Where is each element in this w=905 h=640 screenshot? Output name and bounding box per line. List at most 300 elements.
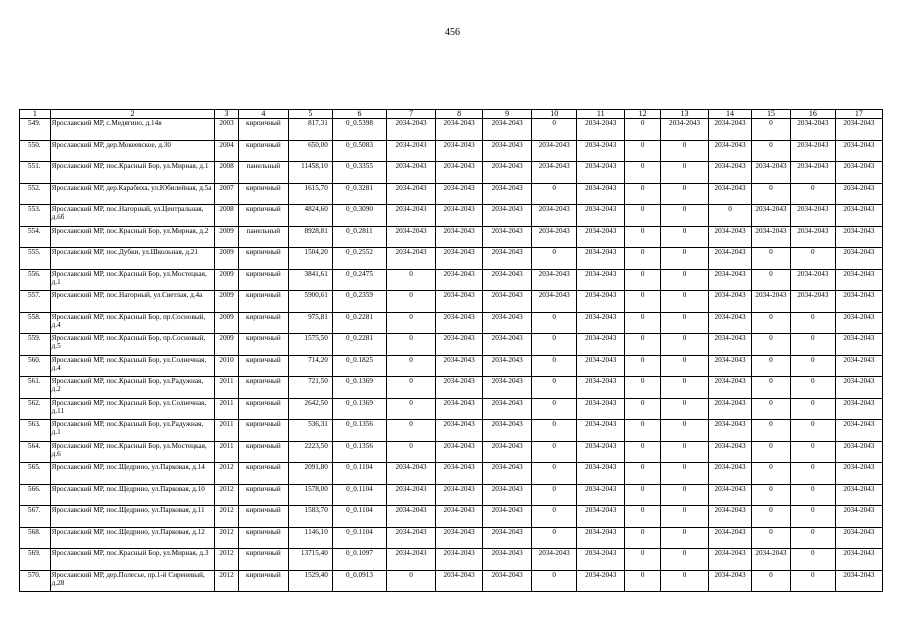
period-col-9-cell: 2034-2043: [483, 226, 532, 248]
total-area-cell: 1578,00: [288, 484, 332, 506]
period-col-14-cell: 2034-2043: [709, 441, 752, 463]
period-col-15-cell: 0: [752, 441, 791, 463]
period-col-13-cell: 0: [661, 205, 709, 227]
period-col-10-cell: 0: [532, 183, 577, 205]
period-col-11-cell: 2034-2043: [577, 355, 625, 377]
period-col-17-cell: 2034-2043: [835, 377, 882, 399]
period-col-11-cell: 2034-2043: [577, 549, 625, 571]
row-number-cell: 555.: [20, 248, 51, 270]
period-col-15-cell: 0: [752, 377, 791, 399]
period-col-10-cell: 0: [532, 420, 577, 442]
period-col-14-cell: 2034-2043: [709, 527, 752, 549]
wall-material-cell: кирпичный: [238, 140, 288, 162]
row-number-cell: 564.: [20, 441, 51, 463]
table-row: [20, 183, 883, 205]
period-col-16-cell: 2034-2043: [790, 226, 835, 248]
period-col-14-cell: 2034-2043: [709, 119, 752, 141]
wear-coefficient-cell: 0_0.5398: [332, 119, 386, 141]
total-area-cell: 714,20: [288, 355, 332, 377]
period-col-13-cell: 0: [661, 355, 709, 377]
period-col-12-cell: 0: [625, 420, 661, 442]
period-col-12-cell: 0: [625, 441, 661, 463]
column-header-17: 17: [835, 110, 882, 119]
table-row: [20, 355, 883, 377]
wear-coefficient-cell: 0_0.2359: [332, 291, 386, 313]
wear-coefficient-cell: 0_0.1104: [332, 463, 386, 485]
total-area-cell: 5900,61: [288, 291, 332, 313]
period-col-9-cell: 2034-2043: [483, 570, 532, 592]
period-col-12-cell: 0: [625, 355, 661, 377]
period-col-7-cell: 0: [387, 398, 436, 420]
period-col-16-cell: 0: [790, 549, 835, 571]
period-col-9-cell: 2034-2043: [483, 527, 532, 549]
period-col-7-cell: 2034-2043: [387, 205, 436, 227]
period-col-11-cell: 2034-2043: [577, 162, 625, 184]
wear-coefficient-cell: 0_0.2552: [332, 248, 386, 270]
period-col-14-cell: 2034-2043: [709, 484, 752, 506]
column-header-12: 12: [625, 110, 661, 119]
period-col-15-cell: 0: [752, 334, 791, 356]
row-number-cell: 558.: [20, 312, 51, 334]
housing-repair-schedule-table: [19, 109, 883, 592]
column-header-2: 2: [50, 110, 215, 119]
column-header-1: 1: [20, 110, 51, 119]
period-col-8-cell: 2034-2043: [436, 119, 483, 141]
table-row: [20, 291, 883, 313]
period-col-8-cell: 2034-2043: [436, 549, 483, 571]
period-col-13-cell: 0: [661, 162, 709, 184]
wall-material-cell: кирпичный: [238, 484, 288, 506]
period-col-17-cell: 2034-2043: [835, 140, 882, 162]
wall-material-cell: кирпичный: [238, 463, 288, 485]
period-col-10-cell: 2034-2043: [532, 162, 577, 184]
period-col-8-cell: 2034-2043: [436, 162, 483, 184]
total-area-cell: 11458,10: [288, 162, 332, 184]
build-year-cell: 2012: [215, 506, 239, 528]
period-col-11-cell: 2034-2043: [577, 205, 625, 227]
row-number-cell: 554.: [20, 226, 51, 248]
period-col-11-cell: 2034-2043: [577, 312, 625, 334]
address-cell: Ярославский МР, дер.Карабиха, ул.Юбилейная, д.5а: [50, 183, 215, 205]
table-row: [20, 119, 883, 141]
period-col-11-cell: 2034-2043: [577, 334, 625, 356]
column-header-3: 3: [215, 110, 239, 119]
period-col-8-cell: 2034-2043: [436, 441, 483, 463]
period-col-10-cell: 2034-2043: [532, 291, 577, 313]
period-col-14-cell: 2034-2043: [709, 420, 752, 442]
period-col-14-cell: 2034-2043: [709, 162, 752, 184]
total-area-cell: 817,31: [288, 119, 332, 141]
table-row: [20, 140, 883, 162]
period-col-17-cell: 2034-2043: [835, 334, 882, 356]
period-col-12-cell: 0: [625, 570, 661, 592]
wall-material-cell: кирпичный: [238, 377, 288, 399]
period-col-14-cell: 2034-2043: [709, 140, 752, 162]
period-col-8-cell: 2034-2043: [436, 205, 483, 227]
period-col-10-cell: 0: [532, 441, 577, 463]
period-col-9-cell: 2034-2043: [483, 312, 532, 334]
period-col-10-cell: 2034-2043: [532, 205, 577, 227]
period-col-15-cell: 0: [752, 183, 791, 205]
period-col-11-cell: 2034-2043: [577, 570, 625, 592]
period-col-16-cell: 0: [790, 484, 835, 506]
table-row: [20, 484, 883, 506]
period-col-11-cell: 2034-2043: [577, 183, 625, 205]
build-year-cell: 2009: [215, 334, 239, 356]
period-col-10-cell: 0: [532, 248, 577, 270]
row-number-cell: 557.: [20, 291, 51, 313]
total-area-cell: 8928,81: [288, 226, 332, 248]
total-area-cell: 13715,40: [288, 549, 332, 571]
period-col-8-cell: 2034-2043: [436, 377, 483, 399]
address-cell: Ярославский МР, пос.Красный Бор, ул.Мостецкая, д.6: [50, 441, 215, 463]
address-cell: Ярославский МР, дер.Мокеевское, д.30: [50, 140, 215, 162]
period-col-13-cell: 0: [661, 291, 709, 313]
build-year-cell: 2011: [215, 441, 239, 463]
period-col-9-cell: 2034-2043: [483, 334, 532, 356]
period-col-7-cell: 2034-2043: [387, 484, 436, 506]
row-number-cell: 568.: [20, 527, 51, 549]
period-col-13-cell: 0: [661, 334, 709, 356]
period-col-16-cell: 2034-2043: [790, 269, 835, 291]
period-col-13-cell: 0: [661, 377, 709, 399]
wall-material-cell: кирпичный: [238, 291, 288, 313]
period-col-16-cell: 0: [790, 248, 835, 270]
period-col-9-cell: 2034-2043: [483, 420, 532, 442]
period-col-17-cell: 2034-2043: [835, 269, 882, 291]
period-col-10-cell: 2034-2043: [532, 549, 577, 571]
period-col-11-cell: 2034-2043: [577, 140, 625, 162]
period-col-16-cell: 2034-2043: [790, 205, 835, 227]
address-cell: Ярославский МР, пос.Красный Бор, пр.Сосновый, д.5: [50, 334, 215, 356]
period-col-12-cell: 0: [625, 312, 661, 334]
period-col-16-cell: 0: [790, 527, 835, 549]
column-header-16: 16: [790, 110, 835, 119]
period-col-13-cell: 0: [661, 527, 709, 549]
period-col-7-cell: 2034-2043: [387, 463, 436, 485]
row-number-cell: 566.: [20, 484, 51, 506]
period-col-12-cell: 0: [625, 226, 661, 248]
table-header: [20, 110, 883, 119]
period-col-17-cell: 2034-2043: [835, 398, 882, 420]
period-col-15-cell: 0: [752, 119, 791, 141]
period-col-7-cell: 2034-2043: [387, 549, 436, 571]
period-col-15-cell: 0: [752, 570, 791, 592]
address-cell: Ярославский МР, пос.Щедрино, ул.Парковая, д.12: [50, 527, 215, 549]
table-row: [20, 527, 883, 549]
wear-coefficient-cell: 0_0.2475: [332, 269, 386, 291]
period-col-8-cell: 2034-2043: [436, 420, 483, 442]
build-year-cell: 2004: [215, 140, 239, 162]
period-col-10-cell: 0: [532, 570, 577, 592]
period-col-8-cell: 2034-2043: [436, 269, 483, 291]
period-col-15-cell: 0: [752, 420, 791, 442]
period-col-15-cell: 0: [752, 355, 791, 377]
period-col-16-cell: 0: [790, 506, 835, 528]
column-header-11: 11: [577, 110, 625, 119]
period-col-7-cell: 0: [387, 355, 436, 377]
period-col-15-cell: 0: [752, 140, 791, 162]
wall-material-cell: кирпичный: [238, 119, 288, 141]
period-col-14-cell: 2034-2043: [709, 355, 752, 377]
row-number-cell: 556.: [20, 269, 51, 291]
address-cell: Ярославский МР, пос.Нагорный, ул.Центральная, д.6б: [50, 205, 215, 227]
period-col-17-cell: 2034-2043: [835, 119, 882, 141]
period-col-15-cell: 2034-2043: [752, 162, 791, 184]
wall-material-cell: кирпичный: [238, 334, 288, 356]
period-col-17-cell: 2034-2043: [835, 463, 882, 485]
period-col-11-cell: 2034-2043: [577, 420, 625, 442]
period-col-11-cell: 2034-2043: [577, 119, 625, 141]
period-col-16-cell: 2034-2043: [790, 140, 835, 162]
total-area-cell: 4824,60: [288, 205, 332, 227]
period-col-9-cell: 2034-2043: [483, 463, 532, 485]
row-number-cell: 553.: [20, 205, 51, 227]
period-col-12-cell: 0: [625, 140, 661, 162]
period-col-10-cell: 2034-2043: [532, 140, 577, 162]
period-col-9-cell: 2034-2043: [483, 506, 532, 528]
build-year-cell: 2009: [215, 248, 239, 270]
column-header-4: 4: [238, 110, 288, 119]
table-body: [20, 119, 883, 592]
period-col-7-cell: 2034-2043: [387, 226, 436, 248]
period-col-17-cell: 2034-2043: [835, 205, 882, 227]
table-row: [20, 269, 883, 291]
total-area-cell: 536,31: [288, 420, 332, 442]
wear-coefficient-cell: 0_0.3355: [332, 162, 386, 184]
address-cell: Ярославский МР, пос.Дубки, ул.Школьная, д.21: [50, 248, 215, 270]
period-col-15-cell: 0: [752, 463, 791, 485]
period-col-14-cell: 2034-2043: [709, 312, 752, 334]
period-col-17-cell: 2034-2043: [835, 226, 882, 248]
build-year-cell: 2010: [215, 355, 239, 377]
address-cell: Ярославский МР, пос.Щедрино, ул.Парковая, д.14: [50, 463, 215, 485]
period-col-8-cell: 2034-2043: [436, 463, 483, 485]
wear-coefficient-cell: 0_0.1356: [332, 441, 386, 463]
table-row: [20, 398, 883, 420]
period-col-14-cell: 2034-2043: [709, 506, 752, 528]
table-row: [20, 441, 883, 463]
row-number-cell: 569.: [20, 549, 51, 571]
total-area-cell: 1583,70: [288, 506, 332, 528]
table-row: [20, 226, 883, 248]
row-number-cell: 567.: [20, 506, 51, 528]
period-col-13-cell: 0: [661, 183, 709, 205]
period-col-9-cell: 2034-2043: [483, 549, 532, 571]
wear-coefficient-cell: 0_0.1369: [332, 398, 386, 420]
period-col-7-cell: 0: [387, 312, 436, 334]
period-col-12-cell: 0: [625, 162, 661, 184]
period-col-8-cell: 2034-2043: [436, 291, 483, 313]
period-col-13-cell: 0: [661, 140, 709, 162]
period-col-17-cell: 2034-2043: [835, 441, 882, 463]
address-cell: Ярославский МР, дер.Полесье, пр.1-й Сиреневый, д.28: [50, 570, 215, 592]
total-area-cell: 2642,50: [288, 398, 332, 420]
column-number-row: [20, 110, 883, 119]
build-year-cell: 2009: [215, 226, 239, 248]
period-col-16-cell: 0: [790, 355, 835, 377]
period-col-14-cell: 2034-2043: [709, 398, 752, 420]
period-col-14-cell: 2034-2043: [709, 549, 752, 571]
period-col-9-cell: 2034-2043: [483, 377, 532, 399]
period-col-9-cell: 2034-2043: [483, 484, 532, 506]
period-col-9-cell: 2034-2043: [483, 398, 532, 420]
period-col-13-cell: 0: [661, 269, 709, 291]
period-col-7-cell: 2034-2043: [387, 140, 436, 162]
period-col-16-cell: 0: [790, 441, 835, 463]
period-col-14-cell: 2034-2043: [709, 183, 752, 205]
period-col-8-cell: 2034-2043: [436, 355, 483, 377]
total-area-cell: 975,81: [288, 312, 332, 334]
period-col-10-cell: 0: [532, 506, 577, 528]
build-year-cell: 2011: [215, 420, 239, 442]
period-col-11-cell: 2034-2043: [577, 527, 625, 549]
build-year-cell: 2008: [215, 162, 239, 184]
table-row: [20, 312, 883, 334]
period-col-11-cell: 2034-2043: [577, 377, 625, 399]
period-col-15-cell: 0: [752, 527, 791, 549]
period-col-7-cell: 2034-2043: [387, 183, 436, 205]
period-col-9-cell: 2034-2043: [483, 183, 532, 205]
period-col-9-cell: 2034-2043: [483, 355, 532, 377]
address-cell: Ярославский МР, пос.Красный Бор, ул.Мирная, д.3: [50, 549, 215, 571]
period-col-13-cell: 0: [661, 226, 709, 248]
period-col-9-cell: 2034-2043: [483, 162, 532, 184]
period-col-17-cell: 2034-2043: [835, 570, 882, 592]
address-cell: Ярославский МР, пос.Красный Бор, ул.Радужная, д.1: [50, 420, 215, 442]
period-col-17-cell: 2034-2043: [835, 506, 882, 528]
period-col-9-cell: 2034-2043: [483, 248, 532, 270]
wall-material-cell: кирпичный: [238, 205, 288, 227]
period-col-10-cell: 0: [532, 312, 577, 334]
address-cell: Ярославский МР, пос.Красный Бор, пр.Сосновый, д.4: [50, 312, 215, 334]
period-col-17-cell: 2034-2043: [835, 549, 882, 571]
period-col-16-cell: 0: [790, 463, 835, 485]
period-col-7-cell: 2034-2043: [387, 119, 436, 141]
address-cell: Ярославский МР, с.Медягино, д.14в: [50, 119, 215, 141]
period-col-7-cell: 0: [387, 570, 436, 592]
wear-coefficient-cell: 0_0.3090: [332, 205, 386, 227]
period-col-12-cell: 0: [625, 205, 661, 227]
wall-material-cell: панельный: [238, 162, 288, 184]
wall-material-cell: кирпичный: [238, 527, 288, 549]
period-col-7-cell: 0: [387, 441, 436, 463]
period-col-13-cell: 0: [661, 506, 709, 528]
period-col-9-cell: 2034-2043: [483, 291, 532, 313]
period-col-15-cell: 0: [752, 398, 791, 420]
period-col-8-cell: 2034-2043: [436, 140, 483, 162]
wear-coefficient-cell: 0_0.1104: [332, 506, 386, 528]
period-col-7-cell: 2034-2043: [387, 248, 436, 270]
period-col-15-cell: 2034-2043: [752, 549, 791, 571]
wall-material-cell: кирпичный: [238, 420, 288, 442]
period-col-7-cell: 0: [387, 377, 436, 399]
period-col-11-cell: 2034-2043: [577, 291, 625, 313]
period-col-12-cell: 0: [625, 549, 661, 571]
column-header-9: 9: [483, 110, 532, 119]
wall-material-cell: кирпичный: [238, 441, 288, 463]
period-col-8-cell: 2034-2043: [436, 506, 483, 528]
column-header-8: 8: [436, 110, 483, 119]
address-cell: Ярославский МР, пос.Нагорный, ул.Светлая, д.4а: [50, 291, 215, 313]
period-col-8-cell: 2034-2043: [436, 484, 483, 506]
period-col-16-cell: 0: [790, 377, 835, 399]
period-col-16-cell: 0: [790, 570, 835, 592]
build-year-cell: 2011: [215, 377, 239, 399]
total-area-cell: 1529,40: [288, 570, 332, 592]
period-col-14-cell: 2034-2043: [709, 291, 752, 313]
wear-coefficient-cell: 0_0.1369: [332, 377, 386, 399]
row-number-cell: 560.: [20, 355, 51, 377]
row-number-cell: 570.: [20, 570, 51, 592]
period-col-7-cell: 0: [387, 334, 436, 356]
period-col-15-cell: 0: [752, 248, 791, 270]
period-col-12-cell: 0: [625, 269, 661, 291]
page-number: 456: [445, 27, 460, 38]
row-number-cell: 562.: [20, 398, 51, 420]
period-col-8-cell: 2034-2043: [436, 527, 483, 549]
table-row: [20, 420, 883, 442]
build-year-cell: 2012: [215, 527, 239, 549]
row-number-cell: 559.: [20, 334, 51, 356]
period-col-17-cell: 2034-2043: [835, 183, 882, 205]
period-col-10-cell: 0: [532, 334, 577, 356]
table-row: [20, 205, 883, 227]
total-area-cell: 1504,20: [288, 248, 332, 270]
column-header-10: 10: [532, 110, 577, 119]
period-col-12-cell: 0: [625, 506, 661, 528]
period-col-7-cell: 2034-2043: [387, 162, 436, 184]
period-col-11-cell: 2034-2043: [577, 441, 625, 463]
table-row: [20, 162, 883, 184]
wear-coefficient-cell: 0_0.1825: [332, 355, 386, 377]
table-row: [20, 549, 883, 571]
period-col-16-cell: 0: [790, 183, 835, 205]
address-cell: Ярославский МР, пос.Красный Бор, ул.Радужная, д.2: [50, 377, 215, 399]
build-year-cell: 2012: [215, 549, 239, 571]
period-col-11-cell: 2034-2043: [577, 226, 625, 248]
period-col-14-cell: 2034-2043: [709, 334, 752, 356]
period-col-7-cell: 0: [387, 269, 436, 291]
table-row: [20, 506, 883, 528]
row-number-cell: 561.: [20, 377, 51, 399]
wear-coefficient-cell: 0_0.0913: [332, 570, 386, 592]
row-number-cell: 551.: [20, 162, 51, 184]
period-col-12-cell: 0: [625, 291, 661, 313]
period-col-10-cell: 0: [532, 398, 577, 420]
period-col-8-cell: 2034-2043: [436, 248, 483, 270]
period-col-8-cell: 2034-2043: [436, 570, 483, 592]
period-col-13-cell: 0: [661, 420, 709, 442]
period-col-10-cell: 0: [532, 355, 577, 377]
build-year-cell: 2008: [215, 205, 239, 227]
period-col-8-cell: 2034-2043: [436, 312, 483, 334]
period-col-9-cell: 2034-2043: [483, 269, 532, 291]
period-col-8-cell: 2034-2043: [436, 398, 483, 420]
period-col-10-cell: 2034-2043: [532, 269, 577, 291]
period-col-16-cell: 0: [790, 420, 835, 442]
wall-material-cell: панельный: [238, 226, 288, 248]
period-col-16-cell: 0: [790, 398, 835, 420]
row-number-cell: 552.: [20, 183, 51, 205]
period-col-15-cell: 0: [752, 312, 791, 334]
period-col-17-cell: 2034-2043: [835, 162, 882, 184]
period-col-8-cell: 2034-2043: [436, 226, 483, 248]
period-col-17-cell: 2034-2043: [835, 420, 882, 442]
period-col-13-cell: 0: [661, 463, 709, 485]
build-year-cell: 2012: [215, 463, 239, 485]
build-year-cell: 2007: [215, 183, 239, 205]
